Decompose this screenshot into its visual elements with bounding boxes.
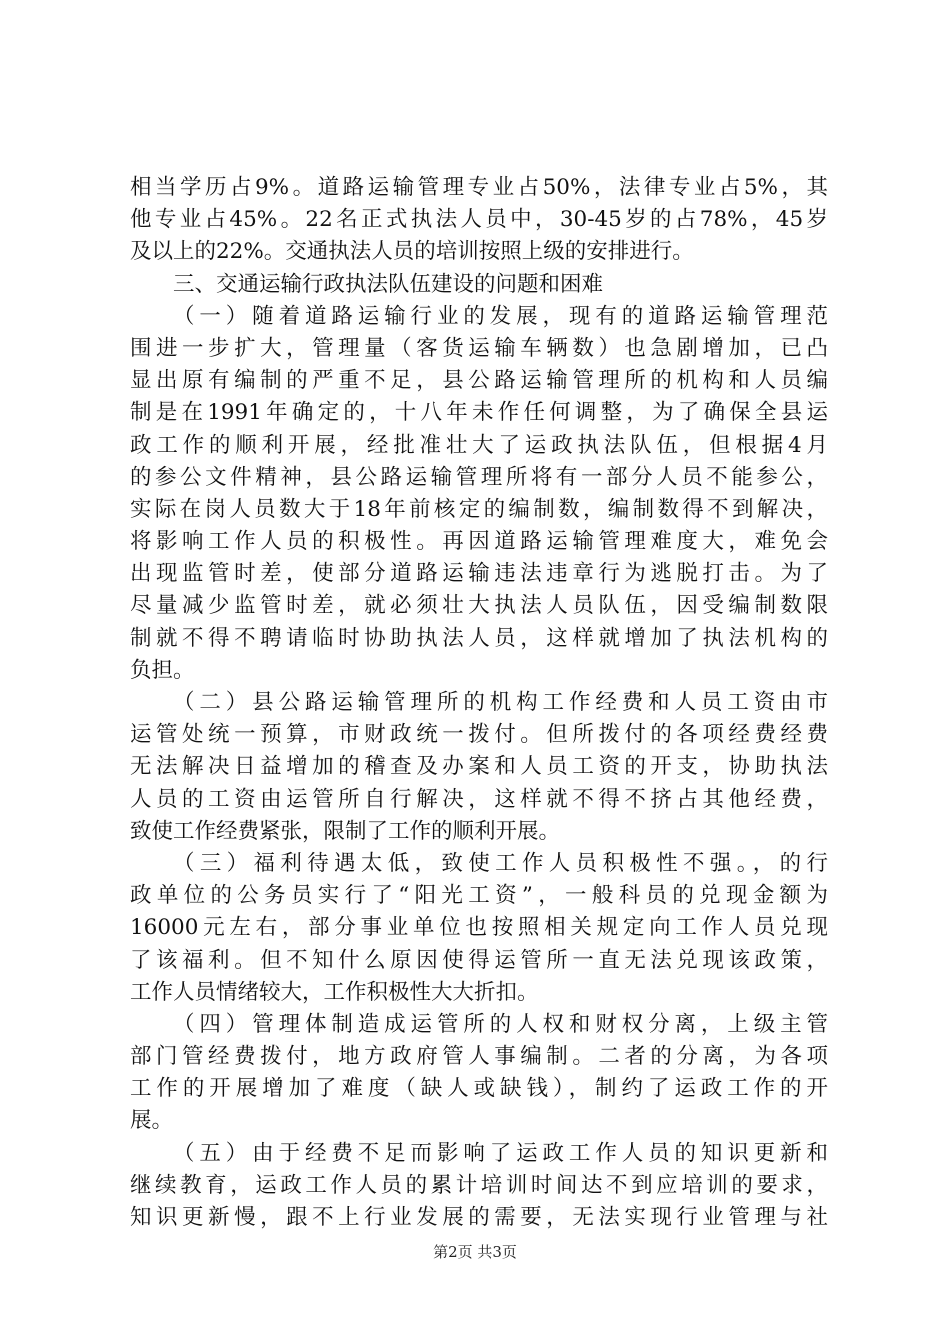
text-line: （一）随着道路运输行业的发展，现有的道路运输管理范 [173,303,828,329]
text-line: 的参公文件精神，县公路运输管理所将有一部分人员不能参公， [130,464,828,490]
text-line: （三）福利待遇太低，致使工作人员积极性不强。，的行 [173,850,828,876]
text-line: （四）管理体制造成运管所的人权和财权分离，上级主管 [173,1011,828,1037]
text-line: 尽量减少监管时差，就必须壮大执法人员队伍，因受编制数限 [130,593,828,619]
text-line: 继续教育，运政工作人员的累计培训时间达不到应培训的要求， [130,1172,828,1198]
text-line: 致使工作经费紧张，限制了工作的顺利开展。 [130,818,561,844]
text-line: 部门管经费拨付，地方政府管人事编制。二者的分离，为各项 [130,1044,828,1070]
text-line: 围进一步扩大，管理量（客货运输车辆数）也急剧增加，已凸 [130,335,828,361]
text-line: 他专业占45%。22名正式执法人员中，30-45岁的占78%，45岁 [130,207,828,233]
text-line: 了该福利。但不知什么原因使得运管所一直无法兑现该政策， [130,947,828,973]
text-line: 知识更新慢，跟不上行业发展的需要，无法实现行业管理与社 [130,1205,828,1230]
text-line: 政工作的顺利开展，经批准壮大了运政执法队伍，但根据4月 [130,432,828,458]
text-line: 制就不得不聘请临时协助执法人员，这样就增加了执法机构的 [130,625,828,651]
text-line: 负担。 [130,657,195,683]
text-line: 工作的开展增加了难度（缺人或缺钱），制约了运政工作的开 [130,1076,828,1102]
text-line: 三、交通运输行政执法队伍建设的问题和困难 [173,271,604,297]
text-line: 政单位的公务员实行了“阳光工资”，一般科员的兑现金额为 [130,883,828,909]
document-body [130,172,828,1234]
text-line: 显出原有编制的严重不足，县公路运输管理所的机构和人员编 [130,368,828,394]
text-line: 相当学历占9%。道路运输管理专业占50%，法律专业占5%，其 [130,175,828,200]
text-line: （五）由于经费不足而影响了运政工作人员的知识更新和 [173,1140,828,1166]
text-line: 工作人员情绪较大，工作积极性大大折扣。 [130,979,539,1005]
text-line: 无法解决日益增加的稽查及办案和人员工资的开支，协助执法 [130,754,828,780]
text-line: 实际在岗人员数大于18年前核定的编制数，编制数得不到解决， [130,496,828,522]
text-line: 及以上的22%。交通执法人员的培训按照上级的安排进行。 [130,239,694,265]
text-line: 将影响工作人员的积极性。再因道路运输管理难度大，难免会 [130,529,828,555]
text-line: 展。 [130,1108,174,1134]
text-line: 制是在1991年确定的，十八年未作任何调整，为了确保全县运 [130,400,828,426]
text-line: 出现监管时差，使部分道路运输违法违章行为逃脱打击。为了 [130,561,828,587]
text-line: 16000元左右，部分事业单位也按照相关规定向工作人员兑现 [130,915,828,941]
text-line: 人员的工资由运管所自行解决，这样就不得不挤占其他经费， [130,786,828,812]
text-line: 运管处统一预算，市财政统一拨付。但所拨付的各项经费经费 [130,722,828,748]
text-line: （二）县公路运输管理所的机构工作经费和人员工资由市 [173,690,828,715]
page-footer: 第2页 共3页 [433,1243,517,1261]
